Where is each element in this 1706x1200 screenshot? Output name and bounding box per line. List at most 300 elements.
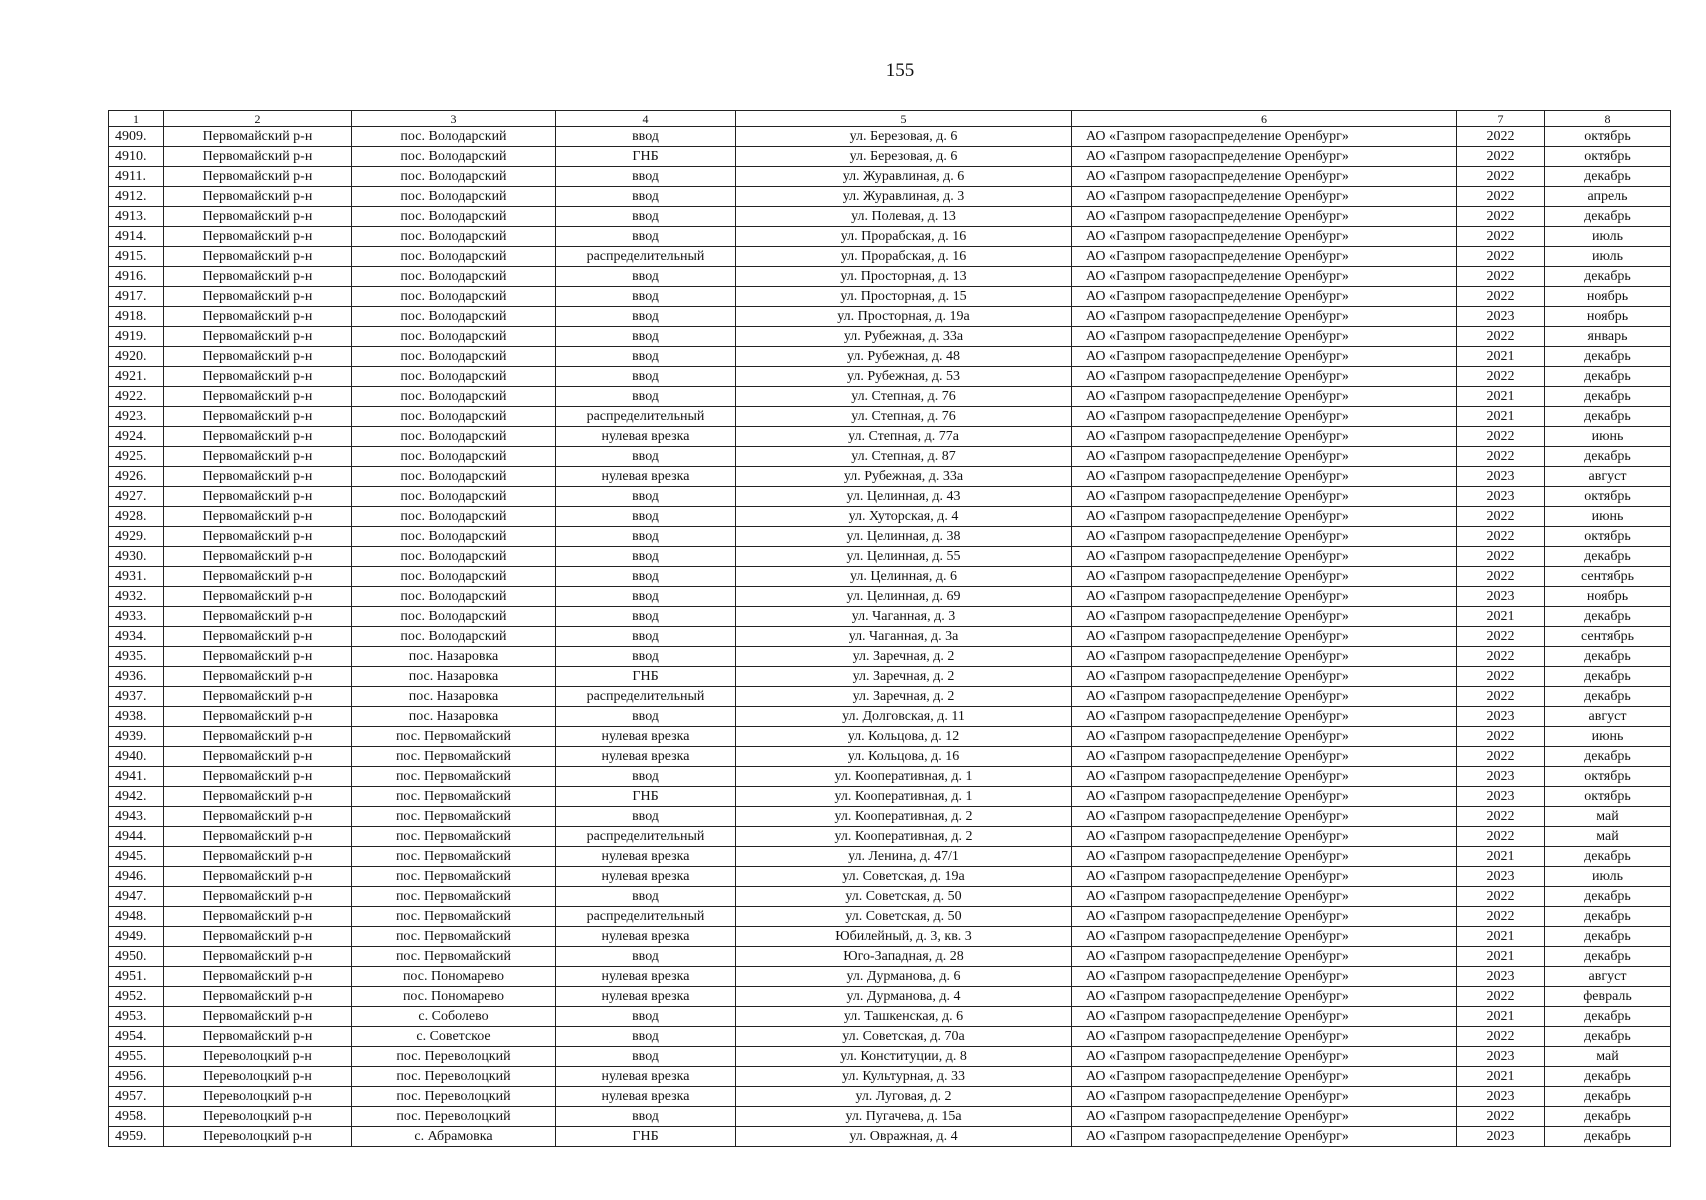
table-cell: распределительный (556, 407, 736, 427)
table-cell: АО «Газпром газораспределение Оренбург» (1072, 807, 1457, 827)
table-cell: пос. Володарский (352, 487, 556, 507)
table-cell: ввод (556, 187, 736, 207)
table-row (109, 687, 1671, 707)
table-cell: Первомайский р-н (164, 347, 352, 367)
table-cell: Переволоцкий р-н (164, 1047, 352, 1067)
table-cell: декабрь (1545, 1007, 1671, 1027)
table-cell: 2021 (1457, 1007, 1545, 1027)
table-cell: 2023 (1457, 867, 1545, 887)
table-cell: ул. Просторная, д. 15 (736, 287, 1072, 307)
table-cell: 4956. (109, 1067, 164, 1087)
table-cell: ввод (556, 287, 736, 307)
table-cell: ул. Прорабская, д. 16 (736, 247, 1072, 267)
table-cell: пос. Назаровка (352, 647, 556, 667)
table-cell: 2022 (1457, 227, 1545, 247)
table-cell: ввод (556, 507, 736, 527)
table-row (109, 807, 1671, 827)
table-row (109, 1087, 1671, 1107)
table-cell: ул. Советская, д. 70а (736, 1027, 1072, 1047)
table-cell: нулевая врезка (556, 1087, 736, 1107)
table-cell: АО «Газпром газораспределение Оренбург» (1072, 227, 1457, 247)
header-row (109, 111, 1671, 127)
table-cell: АО «Газпром газораспределение Оренбург» (1072, 447, 1457, 467)
table-cell: ноябрь (1545, 307, 1671, 327)
table-cell: 2022 (1457, 207, 1545, 227)
table-row (109, 547, 1671, 567)
table-row (109, 967, 1671, 987)
table-cell: ноябрь (1545, 587, 1671, 607)
table-cell: ввод (556, 447, 736, 467)
table-cell: 4909. (109, 127, 164, 147)
table-cell: пос. Володарский (352, 407, 556, 427)
table-cell: декабрь (1545, 267, 1671, 287)
table-cell: 4952. (109, 987, 164, 1007)
table-cell: пос. Володарский (352, 547, 556, 567)
table-cell: ГНБ (556, 1127, 736, 1147)
table-row (109, 567, 1671, 587)
table-cell: АО «Газпром газораспределение Оренбург» (1072, 527, 1457, 547)
table-cell: 2023 (1457, 967, 1545, 987)
table-cell: пос. Первомайский (352, 887, 556, 907)
table-cell: Первомайский р-н (164, 447, 352, 467)
table-cell: ввод (556, 707, 736, 727)
table-cell: ул. Прорабская, д. 16 (736, 227, 1072, 247)
table-cell: 2021 (1457, 1067, 1545, 1087)
table-cell: 2022 (1457, 727, 1545, 747)
table-cell: октябрь (1545, 527, 1671, 547)
table-cell: 4949. (109, 927, 164, 947)
table-cell: ул. Луговая, д. 2 (736, 1087, 1072, 1107)
table-cell: ГНБ (556, 147, 736, 167)
table-cell: 2022 (1457, 887, 1545, 907)
table-cell: Первомайский р-н (164, 787, 352, 807)
table-cell: пос. Первомайский (352, 947, 556, 967)
table-cell: август (1545, 967, 1671, 987)
table-cell: Первомайский р-н (164, 307, 352, 327)
table-row (109, 527, 1671, 547)
table-cell: пос. Володарский (352, 327, 556, 347)
table-cell: АО «Газпром газораспределение Оренбург» (1072, 567, 1457, 587)
table-cell: пос. Володарский (352, 527, 556, 547)
table-row (109, 487, 1671, 507)
table-cell: 4935. (109, 647, 164, 667)
table-cell: пос. Володарский (352, 427, 556, 447)
table-row (109, 147, 1671, 167)
table-cell: декабрь (1545, 447, 1671, 467)
table-cell: декабрь (1545, 907, 1671, 927)
table-cell: Первомайский р-н (164, 147, 352, 167)
table-cell: пос. Володарский (352, 387, 556, 407)
table-cell: АО «Газпром газораспределение Оренбург» (1072, 407, 1457, 427)
table-cell: ул. Ленина, д. 47/1 (736, 847, 1072, 867)
table-cell: ввод (556, 1107, 736, 1127)
table-cell: 4942. (109, 787, 164, 807)
table-cell: декабрь (1545, 747, 1671, 767)
table-row (109, 627, 1671, 647)
table-cell: АО «Газпром газораспределение Оренбург» (1072, 467, 1457, 487)
table-cell: Первомайский р-н (164, 807, 352, 827)
table-cell: 2022 (1457, 667, 1545, 687)
table-row (109, 407, 1671, 427)
table-cell: пос. Володарский (352, 587, 556, 607)
table-cell: 2022 (1457, 907, 1545, 927)
table-cell: ул. Степная, д. 76 (736, 387, 1072, 407)
header-cell: 6 (1072, 111, 1457, 127)
table-cell: 4917. (109, 287, 164, 307)
table-cell: нулевая врезка (556, 927, 736, 947)
table-cell: пос. Володарский (352, 307, 556, 327)
table-row (109, 307, 1671, 327)
table-cell: Первомайский р-н (164, 587, 352, 607)
table-row (109, 267, 1671, 287)
table-cell: Первомайский р-н (164, 607, 352, 627)
table-cell: Первомайский р-н (164, 687, 352, 707)
table-cell: ул. Заречная, д. 2 (736, 687, 1072, 707)
table-cell: ул. Конституции, д. 8 (736, 1047, 1072, 1067)
table-cell: 4950. (109, 947, 164, 967)
table-cell: декабрь (1545, 1087, 1671, 1107)
table-cell: Первомайский р-н (164, 267, 352, 287)
table-cell: пос. Первомайский (352, 747, 556, 767)
table-cell: Первомайский р-н (164, 747, 352, 767)
header-cell: 4 (556, 111, 736, 127)
table-cell: 4941. (109, 767, 164, 787)
table-cell: АО «Газпром газораспределение Оренбург» (1072, 627, 1457, 647)
table-cell: ГНБ (556, 787, 736, 807)
table-cell: ул. Целинная, д. 55 (736, 547, 1072, 567)
table-cell: декабрь (1545, 1027, 1671, 1047)
table-cell: 4946. (109, 867, 164, 887)
table-cell: 4932. (109, 587, 164, 607)
table-row (109, 207, 1671, 227)
table-cell: АО «Газпром газораспределение Оренбург» (1072, 1007, 1457, 1027)
table-cell: 2022 (1457, 247, 1545, 267)
table-cell: 4911. (109, 167, 164, 187)
table-cell: 4933. (109, 607, 164, 627)
table-cell: 4959. (109, 1127, 164, 1147)
table-cell: 4926. (109, 467, 164, 487)
table-cell: АО «Газпром газораспределение Оренбург» (1072, 667, 1457, 687)
table-row (109, 387, 1671, 407)
table-cell: ввод (556, 1007, 736, 1027)
table-cell: ул. Степная, д. 87 (736, 447, 1072, 467)
table-cell: АО «Газпром газораспределение Оренбург» (1072, 707, 1457, 727)
table-cell: 2022 (1457, 627, 1545, 647)
table-row (109, 887, 1671, 907)
table-cell: пос. Володарский (352, 507, 556, 527)
table-cell: май (1545, 807, 1671, 827)
table-cell: ул. Кооперативная, д. 1 (736, 787, 1072, 807)
table-row (109, 427, 1671, 447)
table-cell: 2023 (1457, 1087, 1545, 1107)
table-cell: Переволоцкий р-н (164, 1087, 352, 1107)
table-cell: 2022 (1457, 1107, 1545, 1127)
table-cell: 4957. (109, 1087, 164, 1107)
table-cell: ул. Полевая, д. 13 (736, 207, 1072, 227)
table-cell: пос. Володарский (352, 627, 556, 647)
table-cell: ввод (556, 267, 736, 287)
table-cell: АО «Газпром газораспределение Оренбург» (1072, 1127, 1457, 1147)
table-row (109, 447, 1671, 467)
table-cell: октябрь (1545, 787, 1671, 807)
table-cell: 2022 (1457, 447, 1545, 467)
table-row (109, 287, 1671, 307)
table-cell: Первомайский р-н (164, 527, 352, 547)
table-cell: 4925. (109, 447, 164, 467)
table-cell: июль (1545, 867, 1671, 887)
table-cell: ввод (556, 527, 736, 547)
table-cell: 4927. (109, 487, 164, 507)
table-cell: 4929. (109, 527, 164, 547)
table-cell: 4948. (109, 907, 164, 927)
table-cell: Первомайский р-н (164, 567, 352, 587)
table-cell: ввод (556, 547, 736, 567)
table-cell: ул. Целинная, д. 69 (736, 587, 1072, 607)
table-row (109, 1007, 1671, 1027)
table-cell: ул. Просторная, д. 19а (736, 307, 1072, 327)
table-cell: 4945. (109, 847, 164, 867)
table-cell: распределительный (556, 907, 736, 927)
table-row (109, 327, 1671, 347)
table-cell: Первомайский р-н (164, 427, 352, 447)
table-cell: пос. Володарский (352, 347, 556, 367)
table-cell: АО «Газпром газораспределение Оренбург» (1072, 907, 1457, 927)
table-cell: август (1545, 467, 1671, 487)
table-cell: ул. Овражная, д. 4 (736, 1127, 1072, 1147)
table-row (109, 667, 1671, 687)
table-cell: АО «Газпром газораспределение Оренбург» (1072, 167, 1457, 187)
table-cell: Первомайский р-н (164, 387, 352, 407)
table-cell: ул. Советская, д. 19а (736, 867, 1072, 887)
table-cell: ул. Березовая, д. 6 (736, 127, 1072, 147)
table-cell: Первомайский р-н (164, 467, 352, 487)
table-cell: АО «Газпром газораспределение Оренбург» (1072, 207, 1457, 227)
table-cell: пос. Назаровка (352, 687, 556, 707)
table-cell: декабрь (1545, 847, 1671, 867)
table-cell: нулевая врезка (556, 1067, 736, 1087)
table-cell: Переволоцкий р-н (164, 1127, 352, 1147)
table-cell: Первомайский р-н (164, 767, 352, 787)
table-cell: ул. Советская, д. 50 (736, 907, 1072, 927)
table-cell: пос. Первомайский (352, 787, 556, 807)
table-cell: пос. Переволоцкий (352, 1047, 556, 1067)
table-cell: декабрь (1545, 547, 1671, 567)
table-cell: пос. Володарский (352, 247, 556, 267)
table-cell: Первомайский р-н (164, 707, 352, 727)
table-cell: 4937. (109, 687, 164, 707)
table-row (109, 227, 1671, 247)
table-cell: Первомайский р-н (164, 127, 352, 147)
table-cell: 4910. (109, 147, 164, 167)
table-cell: Первомайский р-н (164, 647, 352, 667)
table-cell: АО «Газпром газораспределение Оренбург» (1072, 147, 1457, 167)
table-cell: 4943. (109, 807, 164, 827)
page-number: 155 (885, 60, 915, 81)
table-cell: ввод (556, 587, 736, 607)
table-cell: Первомайский р-н (164, 207, 352, 227)
table-cell: ул. Степная, д. 77а (736, 427, 1072, 447)
table-cell: ул. Кооперативная, д. 1 (736, 767, 1072, 787)
table-cell: 2021 (1457, 407, 1545, 427)
table-cell: 2022 (1457, 287, 1545, 307)
table-cell: пос. Володарский (352, 147, 556, 167)
table-row (109, 787, 1671, 807)
table-cell: 2022 (1457, 427, 1545, 447)
table-cell: декабрь (1545, 667, 1671, 687)
table-cell: 2021 (1457, 927, 1545, 947)
table-cell: октябрь (1545, 147, 1671, 167)
table-cell: октябрь (1545, 767, 1671, 787)
table-cell: ввод (556, 307, 736, 327)
table-cell: 4914. (109, 227, 164, 247)
table-cell: нулевая врезка (556, 467, 736, 487)
table-cell: декабрь (1545, 367, 1671, 387)
table-cell: декабрь (1545, 1127, 1671, 1147)
table-cell: август (1545, 707, 1671, 727)
table-cell: 2022 (1457, 507, 1545, 527)
table-cell: Первомайский р-н (164, 867, 352, 887)
table-cell: Юбилейный, д. 3, кв. 3 (736, 927, 1072, 947)
table-cell: АО «Газпром газораспределение Оренбург» (1072, 327, 1457, 347)
table-cell: 4951. (109, 967, 164, 987)
table-cell: 4913. (109, 207, 164, 227)
data-table (108, 110, 1671, 1147)
table-cell: пос. Володарский (352, 127, 556, 147)
table-cell: АО «Газпром газораспределение Оренбург» (1072, 767, 1457, 787)
table-cell: май (1545, 1047, 1671, 1067)
table-cell: ввод (556, 367, 736, 387)
table-cell: ул. Целинная, д. 43 (736, 487, 1072, 507)
table-cell: пос. Володарский (352, 267, 556, 287)
table-cell: ул. Просторная, д. 13 (736, 267, 1072, 287)
table-cell: пос. Володарский (352, 367, 556, 387)
table-cell: Первомайский р-н (164, 1027, 352, 1047)
table-cell: декабрь (1545, 1067, 1671, 1087)
table-cell: АО «Газпром газораспределение Оренбург» (1072, 747, 1457, 767)
table-cell: пос. Переволоцкий (352, 1087, 556, 1107)
table-cell: ул. Хуторская, д. 4 (736, 507, 1072, 527)
table-cell: 2022 (1457, 267, 1545, 287)
table-cell: распределительный (556, 827, 736, 847)
table-cell: Первомайский р-н (164, 227, 352, 247)
table-cell: 4924. (109, 427, 164, 447)
table-body (109, 127, 1671, 1147)
table-cell: АО «Газпром газораспределение Оренбург» (1072, 387, 1457, 407)
table-cell: январь (1545, 327, 1671, 347)
table-cell: Первомайский р-н (164, 967, 352, 987)
table-cell: АО «Газпром газораспределение Оренбург» (1072, 247, 1457, 267)
table-cell: Переволоцкий р-н (164, 1107, 352, 1127)
table-cell: ввод (556, 347, 736, 367)
table-cell: 2023 (1457, 767, 1545, 787)
table-cell: ул. Кольцова, д. 16 (736, 747, 1072, 767)
table-row (109, 187, 1671, 207)
table-cell: 4919. (109, 327, 164, 347)
table-cell: с. Советское (352, 1027, 556, 1047)
table-cell: пос. Володарский (352, 187, 556, 207)
table-cell: пос. Володарский (352, 227, 556, 247)
table-row (109, 367, 1671, 387)
table-cell: декабрь (1545, 387, 1671, 407)
table-cell: ввод (556, 387, 736, 407)
table-cell: пос. Переволоцкий (352, 1067, 556, 1087)
table-cell: 4923. (109, 407, 164, 427)
table-cell: АО «Газпром газораспределение Оренбург» (1072, 867, 1457, 887)
table-cell: пос. Первомайский (352, 867, 556, 887)
table-cell: Первомайский р-н (164, 827, 352, 847)
table-cell: 2022 (1457, 187, 1545, 207)
table-cell: пос. Володарский (352, 287, 556, 307)
table-row (109, 247, 1671, 267)
table-cell: ввод (556, 607, 736, 627)
table-cell: 2023 (1457, 1127, 1545, 1147)
table-cell: декабрь (1545, 1107, 1671, 1127)
table-cell: 2022 (1457, 547, 1545, 567)
table-cell: 2023 (1457, 307, 1545, 327)
table-cell: пос. Первомайский (352, 727, 556, 747)
table-cell: АО «Газпром газораспределение Оренбург» (1072, 827, 1457, 847)
table-row (109, 927, 1671, 947)
table-cell: ул. Кооперативная, д. 2 (736, 807, 1072, 827)
table-cell: ул. Рубежная, д. 53 (736, 367, 1072, 387)
table-cell: Первомайский р-н (164, 667, 352, 687)
table-cell: 2022 (1457, 687, 1545, 707)
table-cell: ул. Целинная, д. 38 (736, 527, 1072, 547)
table-cell: ввод (556, 127, 736, 147)
table-row (109, 1067, 1671, 1087)
table-cell: АО «Газпром газораспределение Оренбург» (1072, 1047, 1457, 1067)
table-cell: пос. Первомайский (352, 827, 556, 847)
table-cell: 2023 (1457, 707, 1545, 727)
table-cell: Первомайский р-н (164, 887, 352, 907)
table-row (109, 647, 1671, 667)
table-cell: пос. Первомайский (352, 907, 556, 927)
table-cell: 2022 (1457, 827, 1545, 847)
table-row (109, 127, 1671, 147)
table-cell: Первомайский р-н (164, 487, 352, 507)
table-cell: 4953. (109, 1007, 164, 1027)
table-cell: ул. Чаганная, д. 3 (736, 607, 1072, 627)
header-cell: 2 (164, 111, 352, 127)
table-cell: 2023 (1457, 1047, 1545, 1067)
table-cell: 4958. (109, 1107, 164, 1127)
table-cell: ул. Советская, д. 50 (736, 887, 1072, 907)
table-cell: пос. Володарский (352, 607, 556, 627)
table-cell: пос. Пономарево (352, 967, 556, 987)
table-cell: 4915. (109, 247, 164, 267)
table-cell: 2022 (1457, 807, 1545, 827)
table-cell: ввод (556, 207, 736, 227)
table-cell: 4931. (109, 567, 164, 587)
table-cell: ул. Березовая, д. 6 (736, 147, 1072, 167)
table-header (109, 111, 1671, 127)
table-cell: 2022 (1457, 647, 1545, 667)
table-cell: пос. Первомайский (352, 847, 556, 867)
table-cell: распределительный (556, 687, 736, 707)
table-cell: Первомайский р-н (164, 547, 352, 567)
table-cell: Первомайский р-н (164, 167, 352, 187)
table-cell: 4934. (109, 627, 164, 647)
table-cell: ул. Кооперативная, д. 2 (736, 827, 1072, 847)
table-cell: Первомайский р-н (164, 367, 352, 387)
table-cell: ввод (556, 167, 736, 187)
table-cell: ул. Рубежная, д. 48 (736, 347, 1072, 367)
table-cell: 2021 (1457, 387, 1545, 407)
table-cell: Первомайский р-н (164, 907, 352, 927)
table-cell: декабрь (1545, 887, 1671, 907)
table-cell: ул. Заречная, д. 2 (736, 667, 1072, 687)
table-cell: ул. Чаганная, д. 3а (736, 627, 1072, 647)
